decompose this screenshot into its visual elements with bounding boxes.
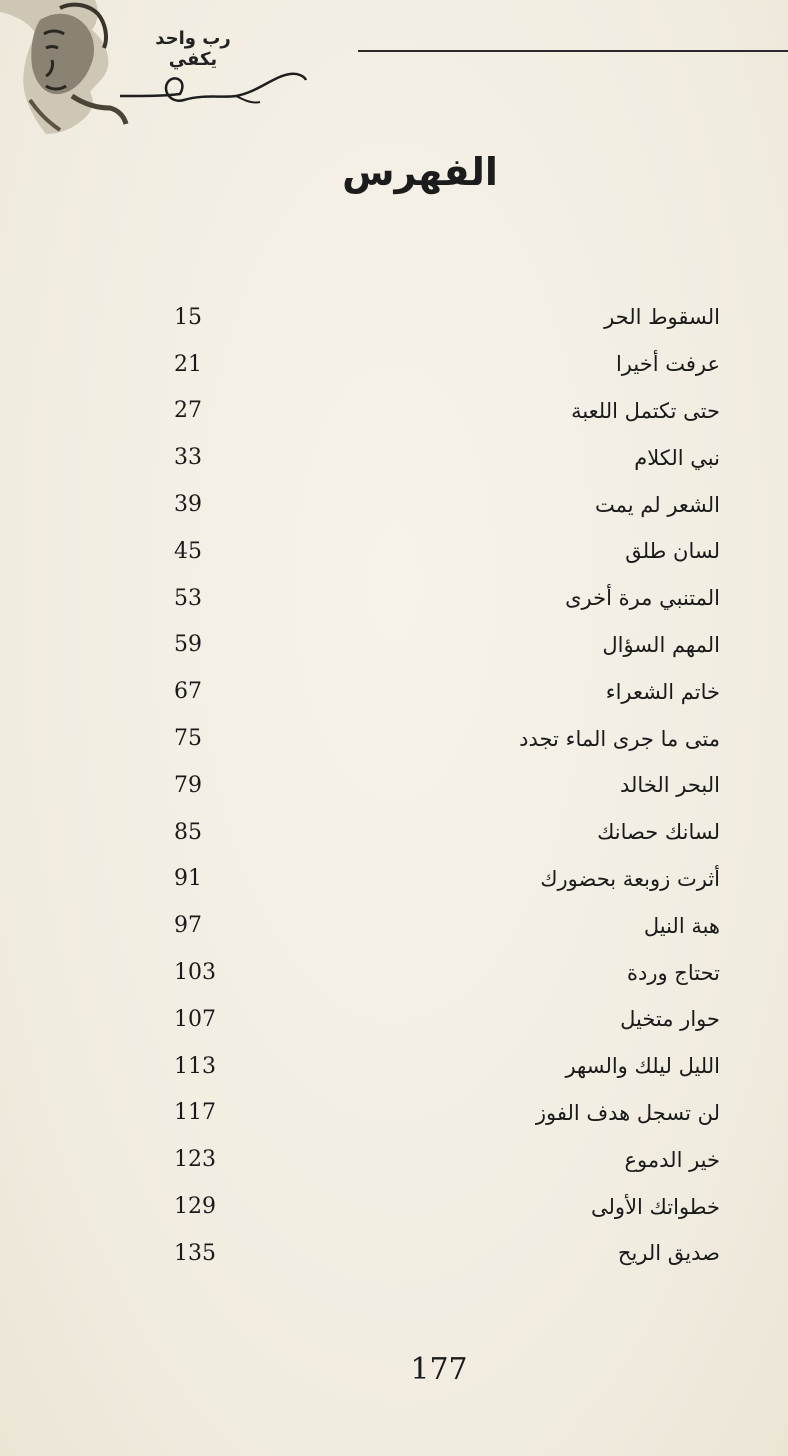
toc-entry-title: المهم السؤال (602, 632, 720, 657)
toc-entry-title: خير الدموع (624, 1147, 720, 1172)
toc-entry-page: 103 (174, 960, 216, 986)
poet-portrait-icon (0, 0, 130, 140)
toc-entry-title: حوار متخيل (620, 1007, 720, 1032)
toc-entry-page: 113 (174, 1053, 216, 1079)
toc-entry[interactable] (160, 996, 720, 1043)
toc-entry-title: تحتاج وردة (626, 960, 720, 985)
toc-entry-title: لسانك حصانك (597, 820, 720, 845)
toc-entry-page: 39 (174, 492, 202, 518)
toc-entry-page: 107 (174, 1006, 216, 1032)
toc-entry-title: المتنبي مرة أخرى (565, 586, 720, 611)
toc-entry[interactable] (160, 902, 720, 949)
toc-entry-title: لن تسجل هدف الفوز (535, 1100, 720, 1125)
toc-entry-title: لسان طلق (625, 539, 720, 564)
toc-entry[interactable] (160, 341, 720, 388)
toc-entry-title: البحر الخالد (620, 773, 720, 798)
toc-entry[interactable] (160, 856, 720, 903)
toc-entry[interactable] (160, 528, 720, 575)
toc-entry[interactable] (160, 668, 720, 715)
toc-entry-title: حتى تكتمل اللعبة (571, 398, 720, 423)
toc-entry[interactable] (160, 1043, 720, 1090)
toc-entry-page: 129 (174, 1194, 216, 1220)
toc-entry[interactable] (160, 949, 720, 996)
toc-entry[interactable] (160, 434, 720, 481)
toc-entry[interactable] (160, 715, 720, 762)
toc-entry-page: 97 (174, 913, 202, 939)
toc-entry-title: أثرت زوبعة بحضورك (540, 866, 720, 891)
toc-entry-title: خاتم الشعراء (605, 679, 720, 704)
ornament-flourish-icon (118, 60, 308, 110)
series-title: رب واحد يكفي (155, 28, 231, 70)
toc-entry[interactable] (160, 575, 720, 622)
toc-entry-page: 59 (174, 632, 202, 658)
toc-entry-title: خطواتك الأولى (591, 1194, 720, 1219)
toc-list (160, 294, 720, 1277)
toc-entry-page: 79 (174, 772, 202, 798)
toc-entry-title: السقوط الحر (604, 305, 720, 330)
toc-entry[interactable] (160, 622, 720, 669)
toc-entry[interactable] (160, 762, 720, 809)
toc-entry-page: 27 (174, 398, 202, 424)
toc-entry-page: 123 (174, 1147, 216, 1173)
toc-entry-page: 67 (174, 679, 202, 705)
toc-entry-page: 85 (174, 819, 202, 845)
header-rule (358, 50, 788, 52)
toc-entry[interactable] (160, 388, 720, 435)
toc-entry-title: متى ما جرى الماء تجدد (519, 726, 720, 751)
toc-entry-page: 33 (174, 445, 202, 471)
toc-entry-title: الليل ليلك والسهر (565, 1054, 720, 1079)
page-number: 177 (410, 1352, 468, 1387)
toc-entry-title: هبة النيل (643, 913, 720, 938)
toc-entry-page: 15 (174, 304, 202, 330)
toc-heading: الفهرس (342, 150, 498, 194)
toc-entry-page: 45 (174, 538, 202, 564)
toc-entry-title: نبي الكلام (634, 445, 720, 470)
toc-entry-title: عرفت أخيرا (615, 352, 720, 377)
toc-entry[interactable] (160, 1230, 720, 1277)
toc-entry-page: 135 (174, 1240, 216, 1266)
toc-entry-page: 21 (174, 351, 202, 377)
toc-entry-title: الشعر لم يمت (594, 492, 720, 517)
toc-entry[interactable] (160, 1136, 720, 1183)
toc-entry-page: 75 (174, 726, 202, 752)
toc-entry[interactable] (160, 1090, 720, 1137)
toc-entry[interactable] (160, 294, 720, 341)
toc-entry-page: 117 (174, 1100, 216, 1126)
toc-entry-page: 91 (174, 866, 202, 892)
toc-entry[interactable] (160, 481, 720, 528)
toc-entry[interactable] (160, 809, 720, 856)
toc-entry-page: 53 (174, 585, 202, 611)
toc-entry[interactable] (160, 1183, 720, 1230)
toc-entry-title: صديق الريح (617, 1241, 720, 1266)
